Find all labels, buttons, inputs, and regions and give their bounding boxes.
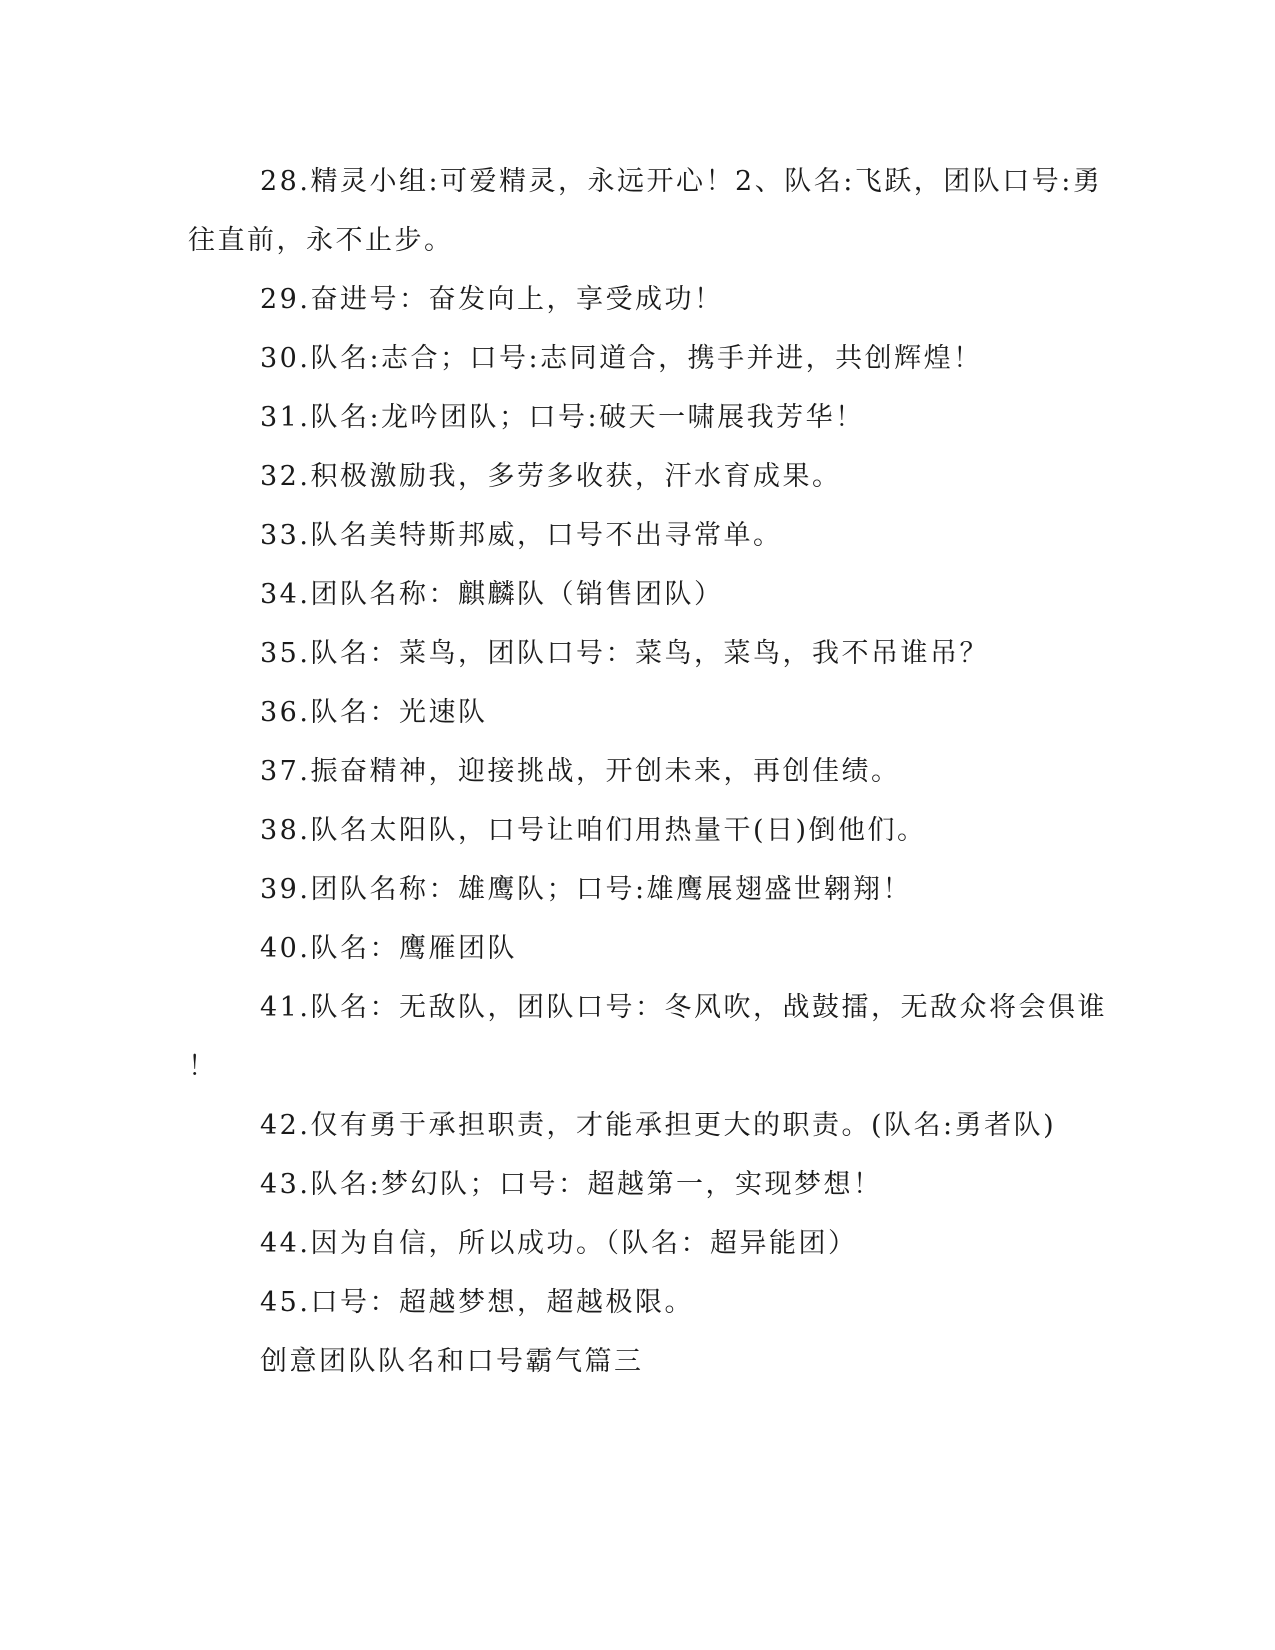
text-line-35: 35.队名：菜鸟，团队口号：菜鸟，菜鸟，我不吊谁吊？	[260, 638, 989, 669]
text-line-45: 45.口号：超越梦想，超越极限。	[260, 1287, 694, 1318]
section-heading: 创意团队队名和口号霸气篇三	[260, 1346, 644, 1377]
text-line-36: 36.队名：光速队	[260, 697, 488, 728]
text-line-41: 41.队名：无敌队，团队口号：冬风吹，战鼓擂，无敌众将会俱谁	[260, 992, 1107, 1023]
text-line-29: 29.奋进号：奋发向上，享受成功！	[260, 284, 724, 315]
text-line-31: 31.队名:龙吟团队；口号:破天一啸展我芳华！	[260, 402, 865, 433]
text-line-34: 34.团队名称：麒麟队（销售团队）	[260, 579, 724, 610]
text-line-37: 37.振奋精神，迎接挑战，开创未来，再创佳绩。	[260, 756, 901, 787]
text-line-28: 28.精灵小组:可爱精灵，永远开心！2、队名:飞跃，团队口号:勇	[260, 166, 1103, 197]
text-line-33: 33.队名美特斯邦威，口号不出寻常单。	[260, 520, 783, 551]
text-line-42: 42.仅有勇于承担职责，才能承担更大的职责。(队名:勇者队)	[260, 1110, 1057, 1141]
text-line-28-cont: 往直前，永不止步。	[188, 225, 454, 256]
text-line-40: 40.队名：鹰雁团队	[260, 933, 517, 964]
text-line-39: 39.团队名称：雄鹰队；口号:雄鹰展翅盛世翱翔！	[260, 874, 913, 905]
text-line-44: 44.因为自信，所以成功。（队名：超异能团）	[260, 1228, 858, 1259]
text-line-43: 43.队名:梦幻队；口号：超越第一，实现梦想！	[260, 1169, 883, 1200]
text-line-38: 38.队名太阳队，口号让咱们用热量干(日)倒他们。	[260, 815, 927, 846]
text-line-30: 30.队名:志合；口号:志同道合，携手并进，共创辉煌！	[260, 343, 983, 374]
text-line-41-cont: ！	[188, 1051, 218, 1082]
text-line-32: 32.积极激励我，多劳多收获，汗水育成果。	[260, 461, 842, 492]
